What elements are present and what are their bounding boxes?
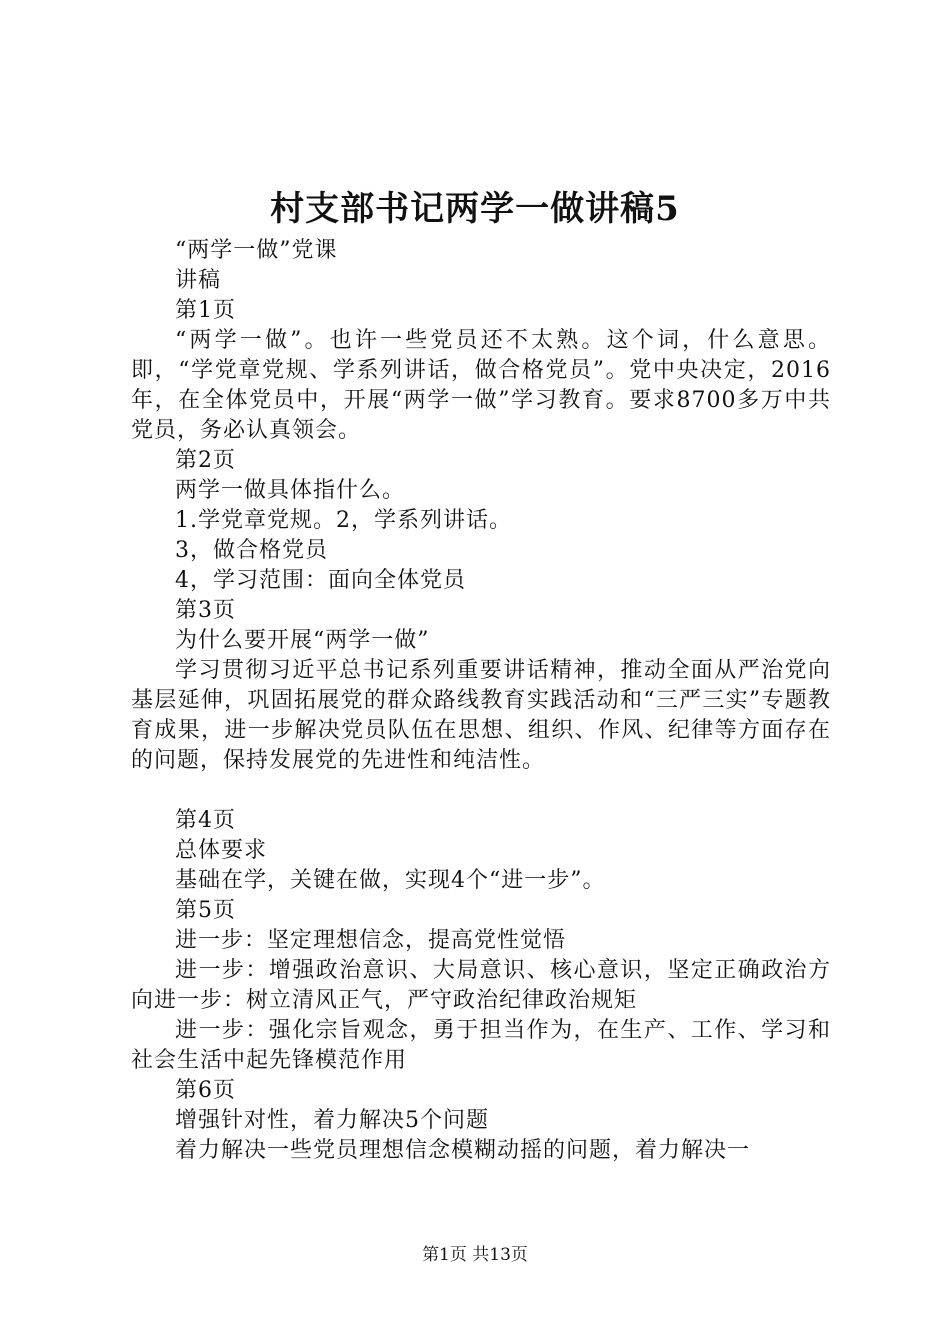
paragraph: 两学一做具体指什么。 (175, 478, 406, 503)
paragraph: 进一步：强化宗旨观念，勇于担当作为，在生产、工作、学习和社会生活中起先锋模范作用 (131, 1018, 831, 1073)
page-heading: 第1页 (175, 298, 236, 323)
list-item: 1.学党章党规。2，学系列讲话。 (175, 508, 512, 533)
paragraph: 进一步：坚定理想信念，提高党性觉悟 (175, 928, 567, 953)
page-heading: 第6页 (175, 1078, 236, 1103)
paragraph: 进一步：增强政治意识、大局意识、核心意识，坚定正确政治方向进一步：树立清风正气，严守政治纪律政治规矩 (131, 958, 831, 1013)
document-title: 村支部书记两学一做讲稿5 (270, 189, 680, 229)
paragraph: 增强针对性，着力解决5个问题 (175, 1108, 489, 1133)
page-heading: 第3页 (175, 598, 236, 623)
page-footer: 第1页 共13页 (422, 1245, 528, 1265)
paragraph: “两学一做”。也许一些党员还不太熟。这个词，什么意思。即，“学党章党规、学系列讲话，做合格党员”。党中央决定，2016年，在全体党员中，开展“两学一做”学习教育。要求8700多万中共党员，务必认真领会。 (131, 328, 831, 443)
page-heading: 第4页 (175, 808, 236, 833)
blank-line (131, 776, 831, 806)
page-heading: 第2页 (175, 448, 236, 473)
page-heading: 第5页 (175, 898, 236, 923)
paragraph: 着力解决一些党员理想信念模糊动摇的问题，着力解决一 (175, 1138, 751, 1163)
document-body (131, 236, 831, 1166)
paragraph: 讲稿 (175, 268, 222, 293)
paragraph: 总体要求 (175, 838, 268, 863)
paragraph: 为什么要开展“两学一做” (175, 628, 430, 653)
list-item: 4，学习范围：面向全体党员 (175, 568, 466, 593)
paragraph: “两学一做”党课 (175, 238, 338, 263)
paragraph: 基础在学，关键在做，实现4个“进一步”。 (175, 868, 606, 893)
list-item: 3，做合格党员 (175, 538, 328, 563)
paragraph: 学习贯彻习近平总书记系列重要讲话精神，推动全面从严治党向基层延伸，巩固拓展党的群众路线教育实践活动和“三严三实”专题教育成果，进一步解决党员队伍在思想、组织、作风、纪律等方面存在的问题，保持发展党的先进性和纯洁性。 (131, 658, 831, 773)
